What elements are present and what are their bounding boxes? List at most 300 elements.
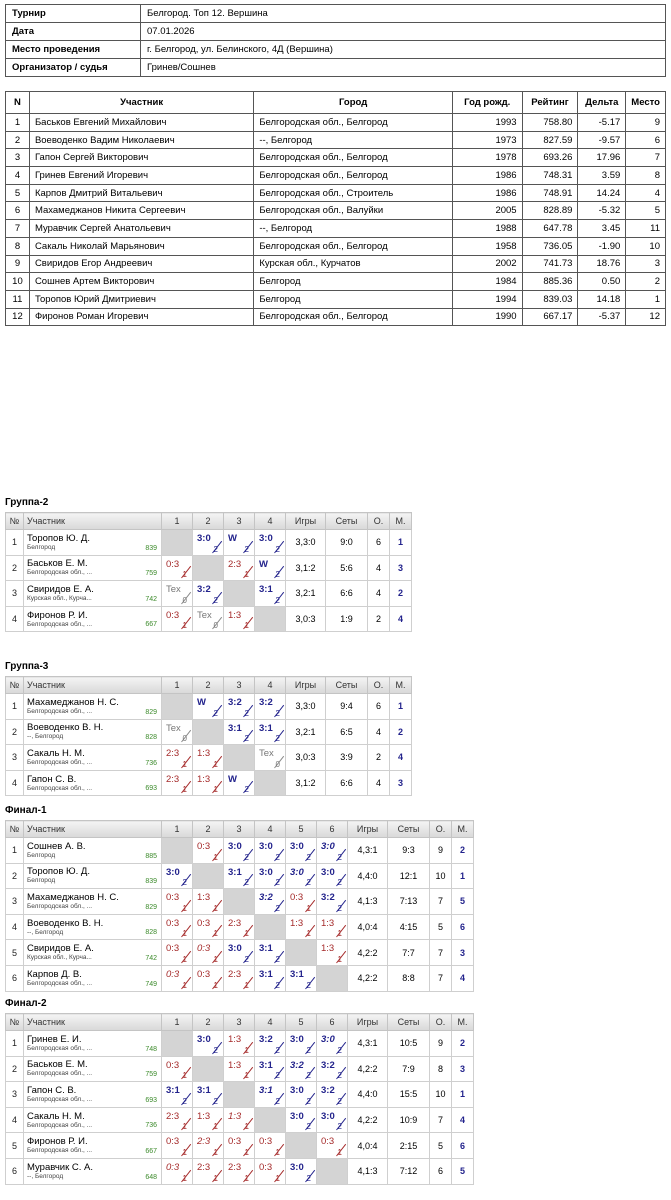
player-city: Белгородская обл., ... [27,784,93,792]
table-cell: Карпов Дмитрий Витальевич [29,184,253,202]
row-number: 5 [6,1133,24,1159]
player-city: Белгород [27,543,56,551]
player-rating: 693 [145,785,157,793]
match-score: Tex [197,609,212,621]
sets-value: 7:9 [388,1056,430,1082]
player-name: Баськов Е. М. [27,558,88,570]
sets-value: 10:5 [388,1031,430,1057]
match-points: 1 [244,1173,249,1183]
match-score: 3:0 [197,533,211,544]
score-cell [162,940,193,966]
place-value: 1 [390,530,412,556]
score-cell [224,555,255,581]
row-number: 4 [6,914,24,940]
match-points: 2 [275,903,280,913]
match-score: W [197,697,206,708]
sets-value: 6:6 [326,770,368,796]
match-score: 2:3 [166,748,180,760]
column-header: 2 [193,821,224,838]
match-score: 3:1 [228,866,242,878]
column-header: Дельта [578,92,626,114]
match-score: 2:3 [197,1161,211,1173]
diagonal-cell [224,889,255,915]
match-points: 0 [182,595,187,605]
table-cell: 1990 [452,308,522,326]
table-cell: -1.90 [578,237,626,255]
match-score: 1:3 [228,1110,242,1122]
diagonal-cell [162,694,193,720]
score-cell [162,1158,193,1184]
games-value: 4,2:2 [348,1107,388,1133]
group-table [5,1013,474,1185]
table-cell: 839.03 [522,290,578,308]
match-score: 3:1 [259,1085,273,1097]
player-name: Торопов Ю. Д. [27,532,90,544]
player-rating: 759 [145,1071,157,1079]
column-header: О. [430,1014,452,1031]
player-rating: 667 [145,621,157,629]
match-score: 3:2 [259,1034,273,1045]
match-score: 3:1 [197,1085,211,1097]
group-title: Финал-2 [5,998,47,1009]
player-city: Белгородская обл., ... [27,1147,93,1155]
table-cell: 748.91 [522,184,578,202]
player-city: --, Белгород [27,733,64,741]
column-header: 5 [286,1014,317,1031]
table-row [6,290,666,308]
table-cell: 1 [626,290,666,308]
match-score: 2:3 [197,1136,211,1148]
table-cell: 693.26 [522,149,578,167]
score-cell [162,770,193,796]
column-header: 1 [162,1014,193,1031]
player-city: Белгородская обл., ... [27,758,93,766]
place-value: 4 [452,1107,474,1133]
table-cell: Белгородская обл., Белгород [254,149,453,167]
column-header: № [6,677,24,694]
match-points: 2 [337,1071,342,1081]
player-rating: 742 [145,954,157,962]
column-header: Сеты [388,1014,430,1031]
games-value: 3,0:3 [286,745,326,771]
match-points: 2 [182,878,187,888]
column-header: Место [626,92,666,114]
match-points: 1 [213,759,218,769]
column-header: Игры [348,1014,388,1031]
diagonal-cell [224,581,255,607]
header-row [6,821,474,838]
player-city: Белгородская обл., ... [27,1095,93,1103]
table-cell: -5.17 [578,114,626,132]
diagonal-cell [317,965,348,991]
sets-value: 7:12 [388,1158,430,1184]
match-points: 2 [306,980,311,990]
match-score: 3:0 [321,1110,335,1122]
table-cell: 14.18 [578,290,626,308]
match-score: 1:3 [321,917,335,929]
column-header: О. [430,821,452,838]
column-header: Год рожд. [452,92,522,114]
match-score: Tex [259,748,274,760]
points-value: 5 [430,914,452,940]
column-header: 4 [255,513,286,530]
match-score: 1:3 [197,1110,211,1122]
score-cell [255,1133,286,1159]
participant-cell [24,1031,162,1057]
match-points: 2 [275,595,280,605]
table-cell: 1978 [452,149,522,167]
score-cell [224,1158,255,1184]
score-cell [193,838,224,864]
score-cell [255,530,286,556]
participant-cell [24,1056,162,1082]
score-cell [162,863,193,889]
place-value: 5 [452,1158,474,1184]
table-row [6,1031,474,1057]
diagonal-cell [255,914,286,940]
match-score: 3:0 [259,533,273,544]
match-points: 2 [275,708,280,718]
score-cell [162,1082,193,1108]
place-value: 5 [452,889,474,915]
column-header: 3 [224,513,255,530]
player-rating: 667 [145,1147,157,1155]
match-score: 0:3 [197,917,211,929]
table-cell: 741.73 [522,255,578,273]
match-score: 3:2 [321,1085,335,1097]
match-points: 1 [244,570,249,580]
table-cell: -5.32 [578,202,626,220]
match-points: 1 [244,980,249,990]
table-row [6,308,666,326]
diagonal-cell [286,940,317,966]
match-score: 0:3 [259,1161,273,1173]
table-cell: 748.31 [522,167,578,185]
score-cell [255,1158,286,1184]
info-label: Дата [6,23,141,41]
match-points: 2 [213,1096,218,1106]
table-row [6,914,474,940]
place-value: 4 [452,965,474,991]
sets-value: 9:0 [326,530,368,556]
place-value: 2 [452,838,474,864]
table-cell: Гринев Евгений Игоревич [29,167,253,185]
row-number: 1 [6,1031,24,1057]
table-cell: 3 [6,149,30,167]
table-cell: 12 [626,308,666,326]
table-cell: 3.59 [578,167,626,185]
player-city: Белгородская обл., ... [27,979,93,987]
points-value: 7 [430,940,452,966]
player-city: Белгородская обл., ... [27,902,93,910]
sets-value: 1:9 [326,606,368,632]
score-cell [317,1056,348,1082]
table-cell: Белгород [254,273,453,291]
score-cell [224,1056,255,1082]
match-score: 3:2 [259,697,273,708]
match-score: 0:3 [290,892,304,904]
table-cell: 9 [626,114,666,132]
match-score: 1:3 [228,1059,242,1071]
score-cell [255,838,286,864]
match-score: 2:3 [228,558,242,570]
games-value: 4,4:0 [348,1082,388,1108]
match-score: 1:3 [197,773,211,785]
column-header: М. [390,677,412,694]
player-city: Белгородская обл., ... [27,1121,93,1129]
player-rating: 736 [145,759,157,767]
match-points: 2 [306,1096,311,1106]
sets-value: 5:6 [326,555,368,581]
row-number: 2 [6,1056,24,1082]
table-cell: Фиронов Роман Игоревич [29,308,253,326]
table-cell: 11 [6,290,30,308]
match-points: 1 [244,929,249,939]
table-cell: 2 [626,273,666,291]
score-cell [255,965,286,991]
participant-cell [24,1133,162,1159]
games-value: 3,3:0 [286,530,326,556]
match-points: 1 [213,785,218,795]
row-number: 3 [6,581,24,607]
place-value: 1 [390,694,412,720]
column-header: Участник [24,821,162,838]
score-cell [255,1082,286,1108]
points-value: 4 [368,770,390,796]
player-name: Карпов Д. В. [27,968,82,980]
match-score: 0:3 [166,1059,180,1071]
match-points: 2 [306,1045,311,1055]
participant-cell [24,770,162,796]
score-cell [286,889,317,915]
table-cell: 885.36 [522,273,578,291]
match-points: 1 [306,929,311,939]
match-score: 3:0 [290,1034,304,1045]
match-score: 3:0 [228,841,242,852]
table-cell: 17.96 [578,149,626,167]
sets-value: 7:7 [388,940,430,966]
sets-value: 9:4 [326,694,368,720]
match-points: 2 [244,734,249,744]
player-city: --, Белгород [27,1172,64,1180]
score-cell [317,1133,348,1159]
score-cell [286,1056,317,1082]
match-score: 3:0 [259,866,273,878]
column-header: Участник [24,677,162,694]
match-score: 0:3 [166,892,180,904]
player-city: Белгородская обл., ... [27,1044,93,1052]
score-cell [317,1107,348,1133]
score-cell [162,555,193,581]
score-cell [224,530,255,556]
match-points: 2 [337,878,342,888]
player-rating: 828 [145,734,157,742]
match-score: W [228,533,237,544]
table-cell: 10 [6,273,30,291]
score-cell [224,606,255,632]
match-score: 3:0 [259,841,273,852]
match-score: 3:1 [259,1059,273,1071]
match-score: 3:1 [259,968,273,980]
sets-value: 12:1 [388,863,430,889]
column-header: 6 [317,1014,348,1031]
player-rating: 885 [145,852,157,860]
table-cell: Белгородская обл., Белгород [254,167,453,185]
score-cell [317,838,348,864]
table-cell: Гапон Сергей Викторович [29,149,253,167]
table-cell: 6 [626,131,666,149]
column-header: Сеты [326,513,368,530]
table-cell: 8 [6,237,30,255]
match-score: 1:3 [197,748,211,760]
score-cell [255,1056,286,1082]
match-points: 2 [275,734,280,744]
games-value: 3,0:3 [286,606,326,632]
score-cell [255,719,286,745]
score-cell [193,606,224,632]
score-cell [224,694,255,720]
score-cell [193,1031,224,1057]
match-points: 2 [244,544,249,554]
row-number: 2 [6,719,24,745]
player-name: Фиронов Р. И. [27,609,88,621]
table-cell: -5.37 [578,308,626,326]
place-value: 2 [452,1031,474,1057]
column-header: 4 [255,677,286,694]
match-points: 1 [306,903,311,913]
score-cell [162,719,193,745]
column-header: 2 [193,677,224,694]
place-value: 1 [452,863,474,889]
table-row [6,220,666,238]
player-city: Белгород [27,877,56,885]
column-header: Участник [24,1014,162,1031]
match-score: 3:2 [290,1059,304,1071]
column-header: 2 [193,513,224,530]
score-cell [162,889,193,915]
info-label: Организатор / судья [6,59,141,77]
score-cell [286,838,317,864]
score-cell [224,940,255,966]
match-points: 2 [337,1045,342,1055]
match-points: 1 [213,1147,218,1157]
table-cell: 10 [626,237,666,255]
match-score: 3:1 [259,722,273,734]
player-city: Белгород [27,851,56,859]
match-points: 1 [337,954,342,964]
column-header: 4 [255,1014,286,1031]
player-name: Гапон С. В. [27,773,77,785]
match-points: 1 [182,621,187,631]
score-cell [193,581,224,607]
score-cell [255,581,286,607]
table-cell: Сакаль Николай Марьянович [29,237,253,255]
match-points: 2 [275,544,280,554]
column-header: М. [452,1014,474,1031]
info-row [6,41,666,59]
match-score: 2:3 [228,917,242,929]
player-city: Белгородская обл., ... [27,707,93,715]
participant-cell [24,1107,162,1133]
table-cell: --, Белгород [254,220,453,238]
row-number: 4 [6,1107,24,1133]
diagonal-cell [255,770,286,796]
column-header: 1 [162,821,193,838]
match-points: 1 [213,1122,218,1132]
diagonal-cell [162,530,193,556]
table-cell: 3 [626,255,666,273]
table-cell: Белгородская обл., Белгород [254,308,453,326]
place-value: 3 [452,940,474,966]
info-row [6,5,666,23]
match-score: 3:1 [166,1085,180,1097]
table-row [6,237,666,255]
match-score: 1:3 [228,1034,242,1045]
group-table [5,512,412,632]
diagonal-cell [286,1133,317,1159]
table-row [6,606,412,632]
table-cell: Белгородская обл., Строитель [254,184,453,202]
match-points: 2 [182,1096,187,1106]
column-header: Игры [348,821,388,838]
score-cell [162,1133,193,1159]
games-value: 3,2:1 [286,581,326,607]
diagonal-cell [317,1158,348,1184]
score-cell [317,1082,348,1108]
table-cell: 14.24 [578,184,626,202]
info-label: Турнир [6,5,141,23]
match-score: W [259,558,268,570]
player-name: Гапон С. В. [27,1084,77,1096]
match-points: 2 [244,708,249,718]
match-points: 1 [182,929,187,939]
player-name: Свиридов Е. А. [27,943,94,955]
group-title: Группа-3 [5,661,49,672]
match-points: 1 [182,980,187,990]
diagonal-cell [224,1082,255,1108]
score-cell [286,1107,317,1133]
table-row [6,719,412,745]
player-name: Махамеджанов Н. С. [27,891,119,903]
row-number: 5 [6,940,24,966]
match-points: 2 [275,954,280,964]
score-cell [255,889,286,915]
score-cell [255,940,286,966]
table-cell: 4 [6,167,30,185]
table-cell: 736.05 [522,237,578,255]
score-cell [286,1031,317,1057]
table-cell: Баськов Евгений Михайлович [29,114,253,132]
table-cell: 1984 [452,273,522,291]
column-header: Сеты [388,821,430,838]
table-cell: Сошнев Артем Викторович [29,273,253,291]
match-score: 0:3 [166,968,180,980]
table-row [6,114,666,132]
participant-cell [24,914,162,940]
match-score: 0:3 [166,917,180,929]
table-row [6,1107,474,1133]
diagonal-cell [193,863,224,889]
diagonal-cell [162,1031,193,1057]
match-points: 1 [213,1173,218,1183]
match-points: 1 [244,1071,249,1081]
match-points: 2 [306,1173,311,1183]
match-score: 1:3 [321,943,335,955]
table-cell: 9 [6,255,30,273]
score-cell [255,863,286,889]
place-value: 2 [390,719,412,745]
points-value: 6 [368,530,390,556]
